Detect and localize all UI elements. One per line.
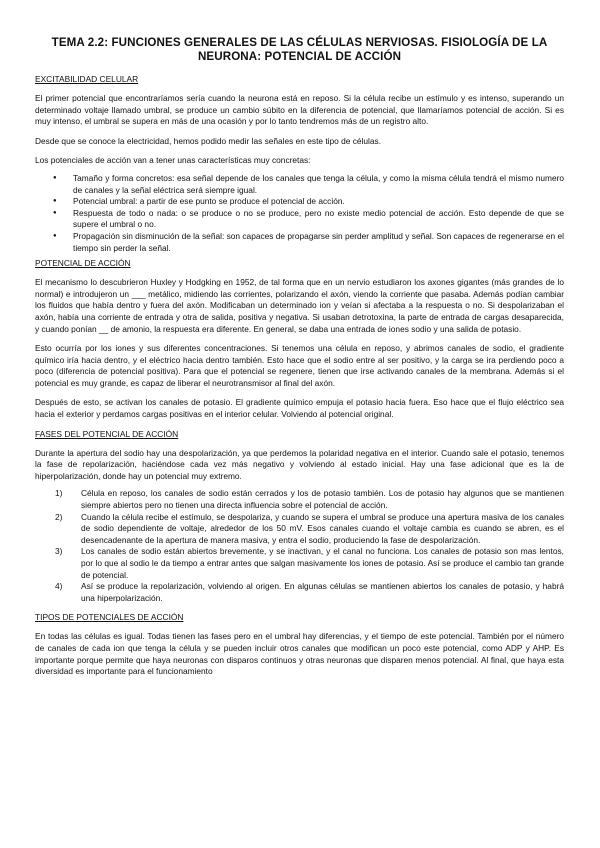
list-item: ● Respuesta de todo o nada: o se produce o no se produce, pero no existe medio potencial de acción. Esto depende de que se supere el umbral o no. (73, 208, 564, 231)
section-fases (35, 429, 564, 605)
list-item (55, 511, 564, 547)
section-potencial (35, 258, 564, 421)
list-item-text: Los canales de sodio están abiertos brevemente, y se inactivan, y el canal no funciona. Los canales de potasio son mas lentos, por lo que al sodio le da tiempo a entrar antes que salgan masivamente los iones de potasio. Así se produce el cambio tan grande de potencial. (81, 546, 564, 580)
list-item-text: Célula en reposo, los canales de sodio están cerrados y los de potasio también. Los de potasio hay algunos que se mantienen siempre abiertos pero no tienen una directa influencia sobre el potencial de acción. (81, 488, 564, 511)
list-item: ● Potencial umbral: a partir de ese punto se produce el potencial de acción. (73, 196, 564, 208)
list-number: 4) (55, 581, 63, 592)
list-number: 1) (55, 488, 63, 499)
paragraph: El mecanismo lo descubrieron Huxley y Hodgking en 1952, de tal forma que en un nervio estudiaron los axones gigantes (más grandes de lo normal) e introdujeron un ___ metálico, midiendo las corrientes, polarizando el axón, viendo la corriente que pasaba. Además podían cambiar los fluidos que había dentro y fuera del axón. Modificaban un determinado ion y veían si afectaba a la respuesta o no. Si despolarizaban el axón, había una corriente de entrada y otra de salida, positiva y negativa. Si usaban detrotoxina, la parte de entrada de cargas desaparecida, y cuando ponían __ de amonio, la respuesta era diferente. En general, se daba una entrada de iones sodio y una salida de potasio. (35, 277, 564, 334)
characteristics-list (35, 173, 564, 254)
list-number: 2) (55, 511, 63, 522)
list-item (55, 488, 564, 511)
section-heading-fases: FASES DEL POTENCIAL DE ACCIÓN (35, 428, 179, 439)
list-number: 3) (55, 546, 63, 557)
page-title: TEMA 2.2: FUNCIONES GENERALES DE LAS CÉLULAS NERVIOSAS. FISIOLOGÍA DE LA NEURONA: POTENCIAL DE ACCIÓN (51, 36, 548, 63)
list-item: ● Propagación sin disminución de la señal: son capaces de propagarse sin perder amplitud y señal. Son capaces de regenerarse en el tiempo sin perder la señal. (73, 231, 564, 254)
list-item (55, 581, 564, 604)
list-item-text: Cuando la célula recibe el estímulo, se despolariza, y cuando se supera el umbral se produce una apertura masiva de los canales de sodio dependiente de voltaje, alrededor de los 50 mV. Esos canales cuando el voltaje cambia es cuando se abren, es el desencadenante de la apertura de manera masiva, y entra el sodio, produciendo la fase de despolarización. (81, 511, 564, 545)
section-tipos (35, 612, 564, 677)
section-heading-tipos: TIPOS DE POTENCIALES DE ACCIÓN (35, 612, 184, 623)
paragraph: Los potenciales de acción van a tener unas características muy concretas: (35, 155, 311, 166)
section-heading-potencial: POTENCIAL DE ACCIÓN (35, 258, 131, 269)
list-item: ● Tamaño y forma concretos: esa señal depende de los canales que tenga la célula, y como la misma célula tendrá el mismo numero de canales y la señal eléctrica será siempre igual. (73, 173, 564, 196)
paragraph: Después de esto, se activan los canales de potasio. El gradiente químico empuja el potasio hacia fuera. Eso hace que el flujo eléctrico sea hacia el exterior y perdamos cargas positivas en el interior celular. Volviendo al potencial original. (35, 397, 564, 420)
list-item (55, 546, 564, 581)
list-item-text: Así se produce la repolarización, volviendo al origen. En algunas células se mantienen abiertos los canales de potasio, y habrá una hiperpolarización. (81, 581, 564, 603)
paragraph: Durante la apertura del sodio hay una despolarización, ya que perdemos la polaridad negativa en el interior. Cuando sale el potasio, tenemos la fase de repolarización, haciéndose cada vez más negativo y volviendo al estado inicial. Hay una fase adicional que es la de hiperpolarización, donde hay un potencial muy extremo. (35, 447, 564, 481)
paragraph: En todas las células es igual. Todas tienen las fases pero en el umbral hay diferencias, y el tiempo de este potencial. También por el número de canales de cada ion que tenga la célula y se pueden incluir otros canales que modifican un poco este potencial, como ADP y AHP. Es importante porque permite que haya neuronas con disparos continuos y otras neuronas que disparen menos potencial. Al final, que haya esta diversidad es importante para el funcionamiento (35, 631, 564, 677)
paragraph: El primer potencial que encontraríamos sería cuando la neurona está en reposo. Si la célula recibe un estímulo y es intenso, superando un determinado voltaje llamado umbral, se produce un cambio súbito en la diferencia de potencial, que llamaríamos potencial de acción. Si es muy intenso, el umbral se supera en más de una ocasión y por lo tanto tendremos más de un registro alto. (35, 93, 564, 127)
section-excitabilidad (35, 74, 564, 254)
section-heading-excitabilidad: EXCITABILIDAD CELULAR (35, 74, 139, 84)
phases-list (35, 488, 564, 604)
paragraph: Desde que se conoce la electricidad, hemos podido medir las señales en este tipo de células. (35, 135, 382, 146)
paragraph: Esto ocurría por los iones y sus diferentes concentraciones. Si tenemos una célula en reposo, y abrimos canales de sodio, el gradiente químico iría hacia dentro, y el eléctrico hacia dentro también. Esto hace que el sodio entre al ser positivo, y la carga se ira perdiendo poco a poco (diferencia de potencial positiva). Para que el potencial se regenere, tienen que irse activando canales de la membrana. Además si el potencial es muy grande, es capaz de liberar el neurotransmisor al final del axón. (35, 343, 564, 388)
